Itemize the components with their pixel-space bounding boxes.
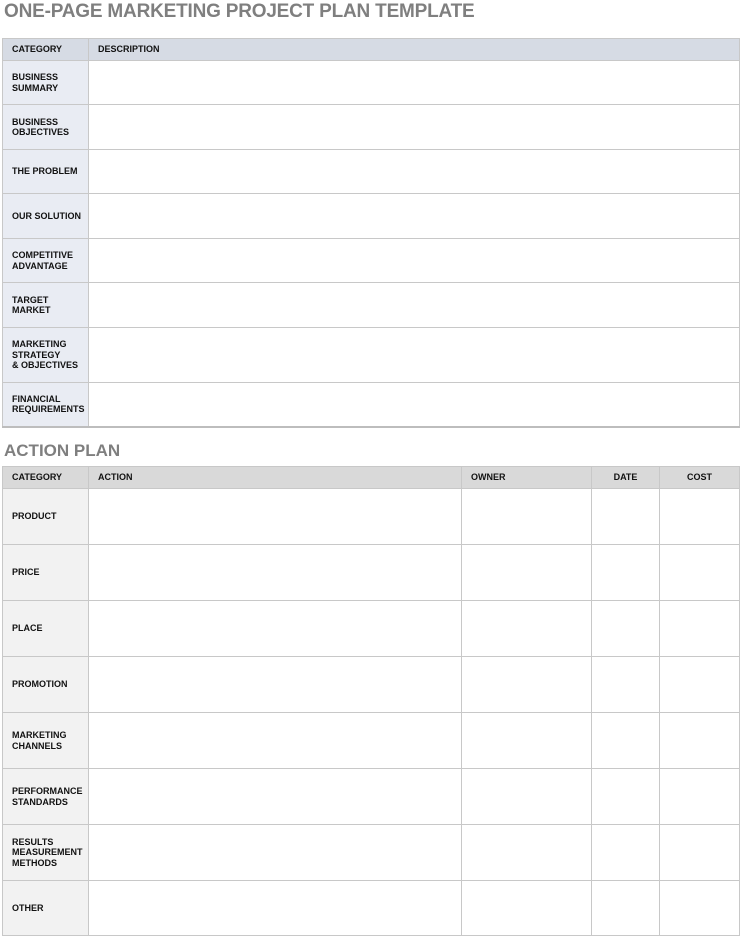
action-row (3, 825, 740, 881)
action-cell[interactable] (89, 545, 462, 601)
summary-row (3, 283, 740, 328)
summary-description-cell[interactable] (89, 150, 740, 194)
summary-row (3, 239, 740, 283)
summary-description-cell[interactable] (89, 105, 740, 150)
action-cost-header: COST (660, 467, 740, 489)
date-cell[interactable] (592, 825, 660, 881)
action-cell[interactable] (89, 769, 462, 825)
summary-header-row (3, 39, 740, 61)
summary-row (3, 194, 740, 239)
action-category-cell: PRODUCT (3, 489, 89, 545)
summary-description-cell[interactable] (89, 328, 740, 383)
action-action-header: ACTION (89, 467, 462, 489)
summary-description-cell[interactable] (89, 283, 740, 328)
summary-category-cell: OUR SOLUTION (3, 194, 89, 239)
date-cell[interactable] (592, 657, 660, 713)
action-category-cell: OTHER (3, 881, 89, 936)
action-plan-title: ACTION PLAN (4, 441, 121, 460)
summary-description-cell[interactable] (89, 61, 740, 105)
summary-row (3, 105, 740, 150)
action-category-header: CATEGORY (3, 467, 89, 489)
action-row (3, 657, 740, 713)
owner-cell[interactable] (462, 713, 592, 769)
cost-cell[interactable] (660, 601, 740, 657)
owner-cell[interactable] (462, 657, 592, 713)
date-cell[interactable] (592, 713, 660, 769)
summary-row (3, 328, 740, 383)
action-category-cell: RESULTS MEASUREMENT METHODS (3, 825, 89, 881)
owner-cell[interactable] (462, 545, 592, 601)
date-cell[interactable] (592, 769, 660, 825)
summary-category-cell: BUSINESS SUMMARY (3, 61, 89, 105)
action-row (3, 881, 740, 936)
cost-cell[interactable] (660, 545, 740, 601)
action-row (3, 769, 740, 825)
date-cell[interactable] (592, 545, 660, 601)
summary-category-cell: TARGET MARKET (3, 283, 89, 328)
owner-cell[interactable] (462, 601, 592, 657)
action-row (3, 601, 740, 657)
summary-table (2, 38, 740, 428)
date-cell[interactable] (592, 601, 660, 657)
summary-category-cell: COMPETITIVE ADVANTAGE (3, 239, 89, 283)
action-date-header: DATE (592, 467, 660, 489)
action-cell[interactable] (89, 825, 462, 881)
cost-cell[interactable] (660, 713, 740, 769)
action-row (3, 545, 740, 601)
owner-cell[interactable] (462, 825, 592, 881)
owner-cell[interactable] (462, 881, 592, 936)
action-category-cell: MARKETING CHANNELS (3, 713, 89, 769)
cost-cell[interactable] (660, 825, 740, 881)
summary-description-header: DESCRIPTION (89, 39, 740, 61)
action-cell[interactable] (89, 657, 462, 713)
summary-category-header: CATEGORY (3, 39, 89, 61)
action-plan-table (2, 466, 740, 936)
summary-row (3, 383, 740, 427)
cost-cell[interactable] (660, 657, 740, 713)
action-row (3, 713, 740, 769)
action-category-cell: PROMOTION (3, 657, 89, 713)
summary-category-cell: MARKETING STRATEGY & OBJECTIVES (3, 328, 89, 383)
summary-description-cell[interactable] (89, 383, 740, 427)
action-cell[interactable] (89, 489, 462, 545)
action-owner-header: OWNER (462, 467, 592, 489)
owner-cell[interactable] (462, 769, 592, 825)
cost-cell[interactable] (660, 489, 740, 545)
cost-cell[interactable] (660, 881, 740, 936)
summary-description-cell[interactable] (89, 194, 740, 239)
action-cell[interactable] (89, 713, 462, 769)
action-cell[interactable] (89, 601, 462, 657)
date-cell[interactable] (592, 489, 660, 545)
summary-row (3, 150, 740, 194)
summary-category-cell: THE PROBLEM (3, 150, 89, 194)
action-row (3, 489, 740, 545)
summary-row (3, 61, 740, 105)
page-title: ONE-PAGE MARKETING PROJECT PLAN TEMPLATE (4, 1, 475, 22)
summary-category-cell: FINANCIAL REQUIREMENTS (3, 383, 89, 427)
summary-description-cell[interactable] (89, 239, 740, 283)
action-header-row (3, 467, 740, 489)
action-cell[interactable] (89, 881, 462, 936)
owner-cell[interactable] (462, 489, 592, 545)
action-category-cell: PLACE (3, 601, 89, 657)
cost-cell[interactable] (660, 769, 740, 825)
action-category-cell: PERFORMANCE STANDARDS (3, 769, 89, 825)
summary-category-cell: BUSINESS OBJECTIVES (3, 105, 89, 150)
date-cell[interactable] (592, 881, 660, 936)
action-category-cell: PRICE (3, 545, 89, 601)
